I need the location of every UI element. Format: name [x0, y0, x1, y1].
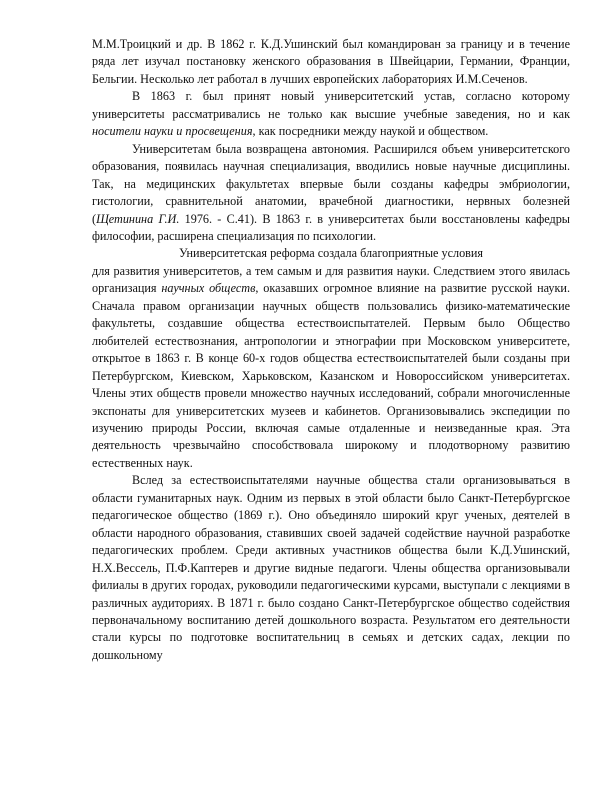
paragraph-5 — [92, 263, 570, 472]
citation-author: Щетинина Г.И. — [96, 211, 180, 226]
text-run: Университетам была возвращена автономия. Расширился объем университетского образования, появилась научная специализация, вводились новые научные дисциплины. Так, на медицинских факультетах впервые были созданы кафедры эмбриологии, гистологии, сравнительной анатомии, врачебной диагностики, нервных болезней ( — [92, 141, 570, 226]
italic-term: научных обществ — [161, 281, 256, 296]
text-run: , как посредники между наукой и обществом. — [252, 124, 489, 139]
text-run: для развития университетов, а тем самым и для развития науки. Следствием этого явилась организация — [92, 263, 570, 296]
text-run: М.М.Троицкий и др. В 1862 г. К.Д.Ушинский был командирован за границу и в течение ряда лет изучал постановку женского образования в Швейцарии, Германии, Франции, Бельгии. Несколько лет работал в лучших европейских лабораториях И.М.Сеченов. — [92, 37, 570, 86]
paragraph-2 — [92, 88, 570, 140]
paragraph-3 — [92, 141, 570, 246]
paragraph-4 — [92, 245, 570, 262]
text-run: Вслед за естествоиспытателями научные общества стали организовываться в области гуманитарных наук. Одним из первых в этой области было Санкт-Петербургское педагогическое общество (1869 г.). Оно объединяло широкий круг ученых, деятелей в области народного образования, ставивших своей задачей содействие научной разработке педагогических проблем. Среди активных участников общества были К.Д.Ушинский, Н.Х.Вессель, П.Ф.Каптерев и другие видные педагоги. Члены общества организовывали филиалы в других городах, руководили педагогическими курсами, выступали с лекциями в различных аудиториях. В 1871 г. было создано Санкт-Петербургское общество содействия первоначальному воспитанию детей дошкольного возраста. Результатом его деятельности стали курсы по подготовке воспитательниц в семьях и детских садах, лекции по дошкольному — [92, 473, 570, 662]
paragraph-1 — [92, 36, 570, 88]
text-run: В 1863 г. был принят новый университетский устав, согласно которому университеты рассматривались не только как высшие учебные заведения, но и как — [92, 89, 570, 121]
text-run: , оказавших огромное влияние на развитие русской науки. Сначала правом организации научных обществ пользовались физико-математические факультеты, создавшие общества естествоиспытателей. Первым было Общество любителей естествознания, антропологии и этнографии при Московском университете, открытое в 1863 г. В конце 60-х годов общества естествоиспытателей были созданы при Петербургском, Киевском, Харьковском, Казанском и Новороссийском университетах. Члены этих обществ провели множество научных исследований, собрали многочисленные экспонаты для университетских музеев и кабинетов. Организовывались экспедиции по изучению природы России, включая самые отдаленные и неизведанные края. Эта деятельность чрезвычайно способствовала широкому и плодотворному развитию естественных наук. — [92, 281, 571, 470]
text-run: 1976. - С.41). В 1863 г. в университетах были восстановлены кафедры философии, расширена специализация по психологии. — [92, 211, 570, 243]
paragraph-6 — [92, 472, 570, 664]
italic-term: носители науки и просвещения — [92, 124, 253, 139]
text-run: Университетская реформа создала благоприятные условия — [178, 246, 484, 261]
document-page — [92, 36, 570, 664]
